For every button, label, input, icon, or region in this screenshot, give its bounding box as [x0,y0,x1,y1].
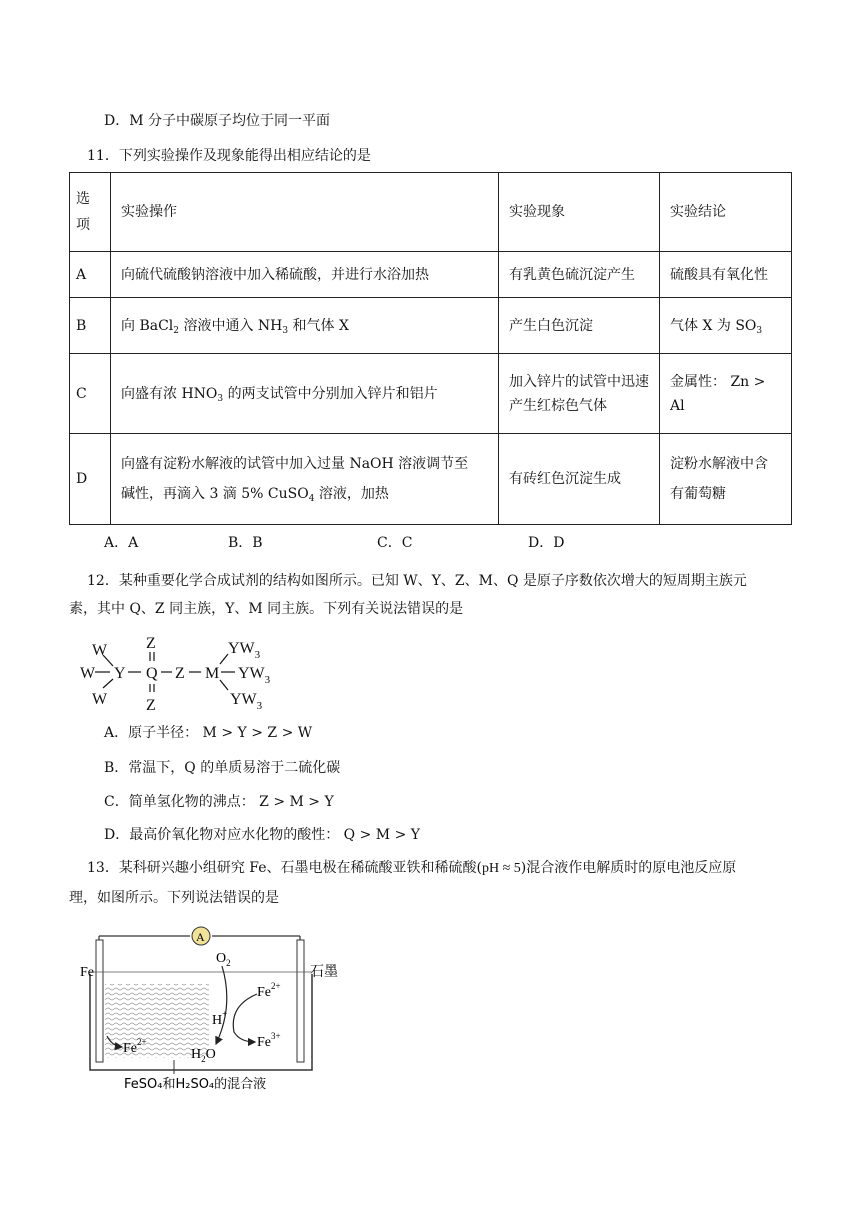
header-conclusion: 实验结论 [660,173,792,252]
row-conclusion: 金属性： Zn > Al [660,354,792,434]
fe2-bottom-label: $Fe^{2+}$ [123,1037,147,1056]
h2o-label: $H_2O$ [191,1047,216,1064]
o2-label: $O_2$ [216,951,231,968]
atom-z: Z [146,697,156,714]
row-operation: 向 BaCl$_2$ 溶液中通入 $NH_3$ 和气体 X [111,298,499,354]
row-phenomenon: 产生白色沉淀 [499,298,660,354]
graphite-electrode [297,940,304,1062]
row-conclusion: 气体 X 为 $SO_3$ [660,298,792,354]
q12-option-b: B．常温下，Q 的单质易溶于二硫化碳 [104,760,341,776]
group-yw3: $YW_3$ [230,691,263,712]
left-electrode-label: Fe [80,965,94,980]
fe3-label: $Fe^{3+}$ [257,1031,281,1050]
table-row [70,354,792,434]
fe2-top-label: $Fe^{2+}$ [257,981,281,1000]
row-label: C [70,354,111,434]
q12-stem-line2: 素，其中 Q、Z 同主族，Y、M 同主族。下列有关说法错误的是 [69,601,464,617]
q12-structure-diagram [70,628,290,720]
row-conclusion: 硫酸具有氧化性 [660,252,792,298]
table-header-row [70,173,792,252]
header-option [70,173,111,252]
table-row [70,298,792,354]
atom-w: W [92,642,108,659]
q11-option-d: D．D [528,535,565,551]
q11-table [69,172,792,525]
q11-option-a: A．A [104,535,139,551]
header-phenomenon: 实验现象 [499,173,660,252]
fe-electrode [96,940,103,1062]
atom-w: W [80,665,96,682]
electrolyte-caption: FeSO₄和H₂SO₄的混合液 [124,1077,267,1090]
row-label: D [70,434,111,525]
q12-stem-line1: 12．某种重要化学合成试剂的结构如图所示。已知 W、Y、Z、M、Q 是原子序数依次增大的短周期主族元 [87,573,747,589]
h-plus-label: H+ [212,1009,228,1028]
table-row [70,434,792,525]
row-label: A [70,252,111,298]
q11-option-b: B．B [228,535,263,551]
ammeter-label: A [196,930,205,944]
atom-z: Z [146,635,156,652]
row-phenomenon: 加入锌片的试管中迅速产生红棕色气体 [499,354,660,434]
atom-w: W [92,691,108,708]
atom-y: Y [114,665,126,682]
row-operation: 向盛有浓 $HNO_3$ 的两支试管中分别加入锌片和铝片 [111,354,499,434]
row-phenomenon: 有乳黄色硫沉淀产生 [499,252,660,298]
atom-q: Q [146,665,158,682]
row-conclusion: 淀粉水解液中含有葡萄糖 [660,434,792,525]
header-option-label: 选项 [76,191,90,233]
q10-option-d: D．M 分子中碳原子均位于同一平面 [104,113,331,129]
q11-stem: 11．下列实验操作及现象能得出相应结论的是 [87,148,371,164]
row-phenomenon: 有砖红色沉淀生成 [499,434,660,525]
row-operation: 向盛有淀粉水解液的试管中加入过量 NaOH 溶液调节至 碱性，再滴入 3 滴 5% CuSO$_4$ 溶液，加热 [111,434,499,525]
row-label: B [70,298,111,354]
atom-z: Z [175,665,185,682]
q12-option-a: A．原子半径： M > Y > Z > W [104,725,313,741]
table-row [70,252,792,298]
group-yw3: $YW_3$ [238,665,271,686]
q13-stem-line2: 理，如图所示。下列说法错误的是 [69,890,279,906]
group-yw3: $YW_3$ [228,640,261,661]
header-operation: 实验操作 [111,173,499,252]
q13-stem-line1: 13．某科研兴趣小组研究 Fe、石墨电极在稀硫酸亚铁和稀硫酸(pH ≈ 5)混合液作电解质时的原电池反应原 [87,860,737,876]
q12-option-d: D．最高价氧化物对应水化物的酸性： Q > M > Y [104,827,420,843]
right-electrode-label: 石墨 [310,964,338,980]
q12-option-c: C．简单氢化物的沸点： Z > M > Y [104,794,334,810]
q11-option-c: C．C [377,535,413,551]
atom-m: M [205,665,220,682]
row-operation: 向硫代硫酸钠溶液中加入稀硫酸，并进行水浴加热 [111,252,499,298]
q13-cell-diagram [74,926,374,1090]
